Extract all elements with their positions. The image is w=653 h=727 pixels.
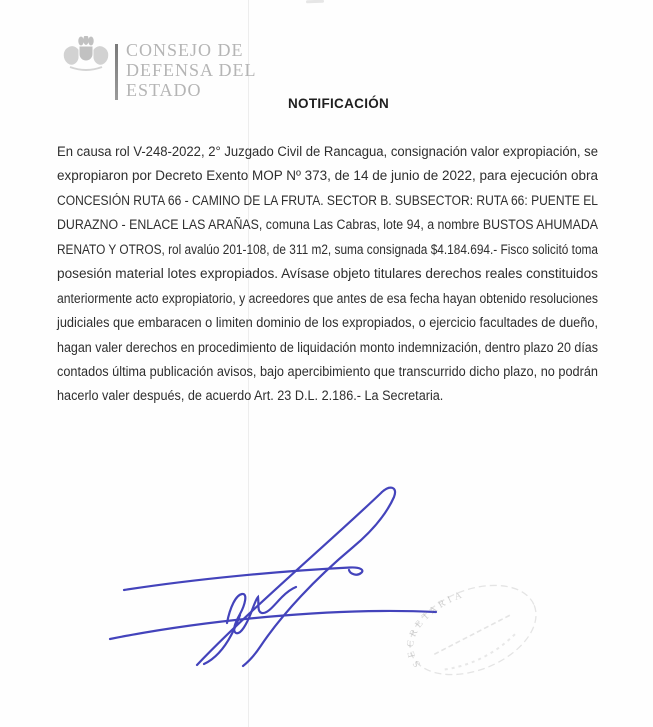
stamp-bottom-marks: [442, 631, 522, 672]
scan-artifact: [306, 0, 324, 3]
body-line: RENATO Y OTROS, rol avalúo 201-108, de 311 m2, suma consignada $4.184.694.- Fisco solicitó toma: [57, 241, 598, 257]
letterhead: [60, 34, 280, 104]
notification-body: [57, 140, 598, 409]
secretary-stamp: [388, 568, 568, 698]
body-line: expropiaron por Decreto Exento MOP Nº 373, de 14 de junio de 2022, para ejecución obra: [57, 168, 598, 184]
body-line: DURAZNO - ENLACE LAS ARAÑAS, comuna Las Cabras, lote 94, a nombre BUSTOS AHUMADA: [57, 217, 598, 233]
stamp-text: SECRETARIA: [405, 588, 467, 670]
body-line: hagan valer derechos en procedimiento de liquidación monto indemnización, dentro plazo 20 días: [57, 339, 598, 355]
org-name-line: CONSEJO DE: [126, 40, 244, 60]
letterhead-divider: [115, 44, 118, 100]
body-line: En causa rol V-248-2022, 2° Juzgado Civil de Rancagua, consignación valor expropiación, se: [57, 144, 598, 159]
body-line: contados última publicación avisos, bajo apercibimiento que transcurrido dicho plazo, no podrán: [57, 363, 598, 379]
org-name: [126, 40, 257, 100]
body-line: posesión material lotes expropiados. Avísase objeto titulares derechos reales constituidos: [57, 266, 598, 282]
document-title: NOTIFICACIÓN: [288, 96, 390, 111]
body-line: hacerlo valer después, de acuerdo Art. 23 D.L. 2.186.- La Secretaria.: [57, 388, 444, 404]
chile-coat-of-arms-icon: [60, 36, 112, 76]
body-line: CONCESIÓN RUTA 66 - CAMINO DE LA FRUTA. SECTOR B. SUBSECTOR: RUTA 66: PUENTE EL: [57, 192, 598, 208]
org-name-line: ESTADO: [126, 80, 202, 100]
stamp-middle-line: [431, 615, 514, 655]
body-line: anteriormente acto expropiatorio, y acreedores que antes de esa fecha hayan obtenido resoluciones: [57, 290, 598, 306]
org-name-line: DEFENSA DEL: [126, 60, 257, 80]
body-line: judiciales que embaracen o limiten dominio de los expropiados, o ejercicio facultades de dueño,: [57, 315, 598, 331]
